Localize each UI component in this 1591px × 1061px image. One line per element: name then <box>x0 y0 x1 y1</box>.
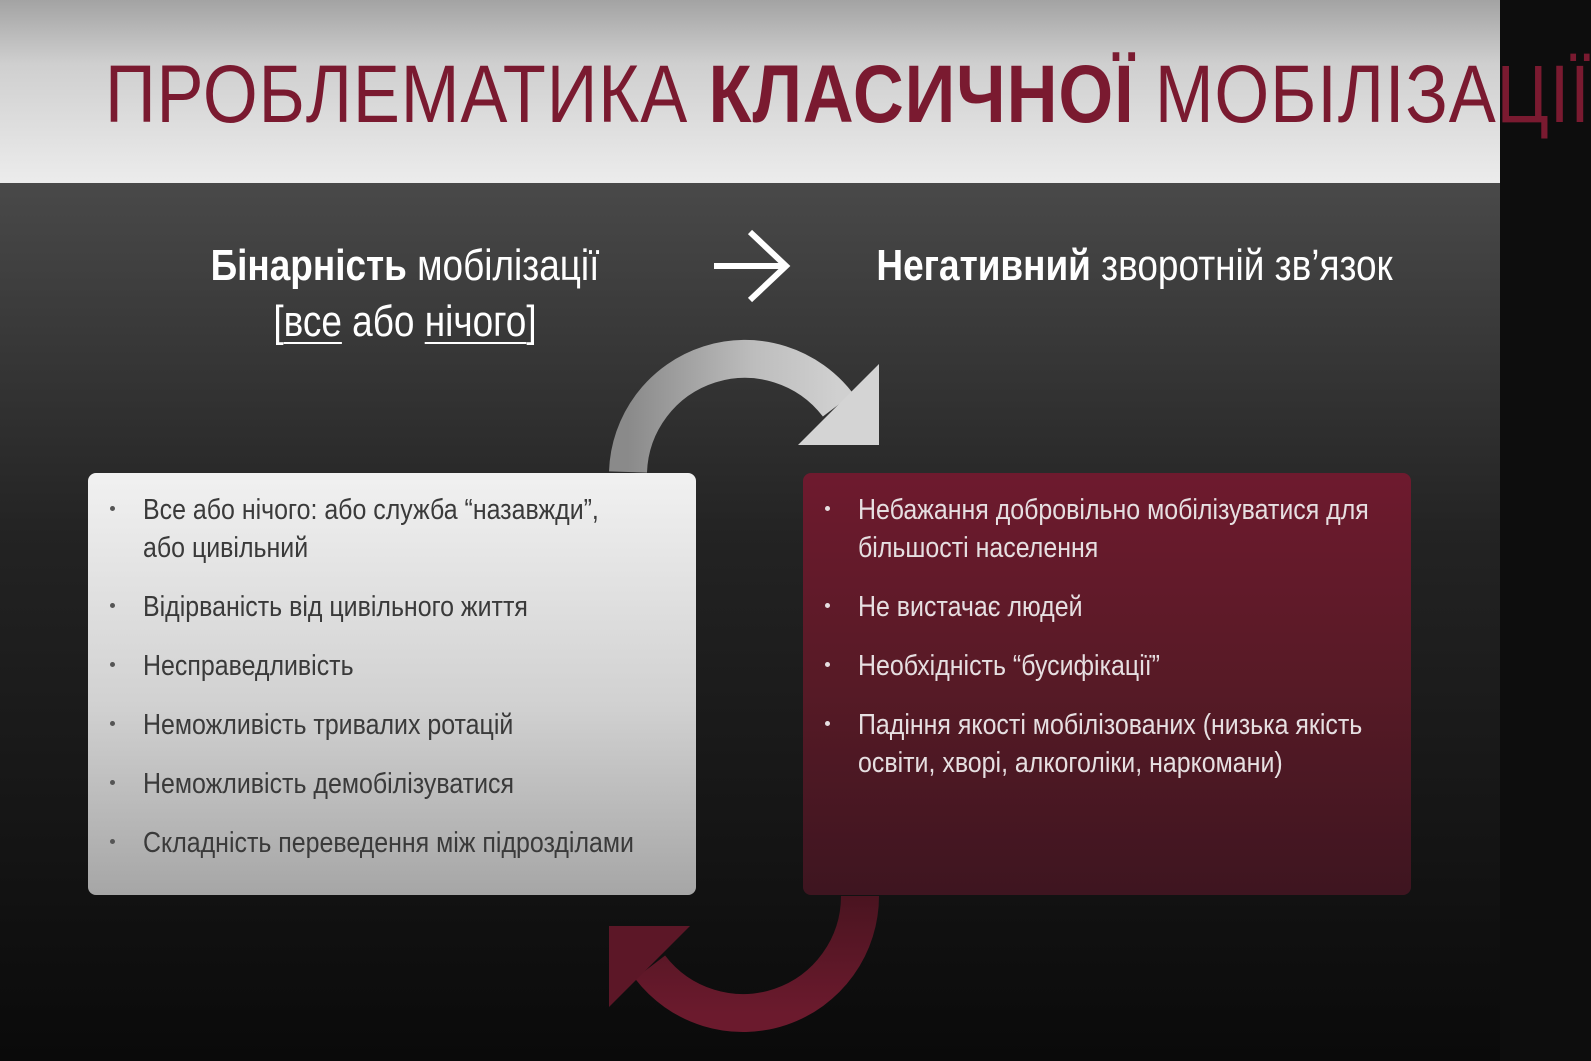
binarity-heading-line-2 <box>191 294 619 350</box>
problems-list <box>110 491 676 862</box>
title-part-2-bold: КЛАСИЧНОЇ <box>708 49 1135 140</box>
negative-feedback-heading <box>876 238 1393 294</box>
bracket-open: [ <box>273 297 284 346</box>
list-item-text: Неможливість демобілізуватися <box>143 768 514 800</box>
list-item <box>825 491 1391 567</box>
bullet-icon <box>110 721 115 726</box>
binarity-heading-rest: мобілізації <box>406 241 600 290</box>
bullet-icon <box>110 662 115 667</box>
word-nothing: нічого <box>424 297 527 346</box>
consequences-box <box>803 473 1411 895</box>
cycle-arrow-bottom-icon <box>609 896 860 1013</box>
bullet-icon <box>825 662 830 667</box>
list-item <box>110 647 676 685</box>
list-item <box>110 706 676 744</box>
list-item-text: Необхідність “бусифікації” <box>858 650 1160 682</box>
list-item-line-1: Все або нічого: або служба “назавжди”, <box>143 494 599 526</box>
list-item-line-2: або цивільний <box>143 532 309 564</box>
bullet-icon <box>110 839 115 844</box>
list-item-text: Відірваність від цивільного життя <box>143 591 528 623</box>
bracket-close: ] <box>526 297 537 346</box>
list-item <box>110 765 676 803</box>
list-item-line-1: Небажання добровільно мобілізуватися для <box>858 494 1369 526</box>
binarity-heading-bold: Бінарність <box>210 241 407 290</box>
consequences-list <box>825 491 1391 782</box>
title-part-1: ПРОБЛЕМАТИКА <box>105 49 709 140</box>
list-item <box>825 647 1391 685</box>
bullet-icon <box>825 721 830 726</box>
bullet-icon <box>110 603 115 608</box>
list-item-text: Несправедливість <box>143 650 354 682</box>
list-item-line-1: Падіння якості мобілізованих (низька якість <box>858 709 1363 741</box>
title-part-3: МОБІЛІЗАЦІЇ <box>1134 49 1591 140</box>
bullet-icon <box>825 506 830 511</box>
list-item-text: Складність переведення між підрозділами <box>143 827 634 859</box>
cycle-arrow-top-icon <box>628 359 879 472</box>
negative-feedback-rest: зворотній зв’язок <box>1090 241 1393 290</box>
word-all: все <box>283 297 342 346</box>
list-item <box>110 588 676 626</box>
bullet-icon <box>825 603 830 608</box>
list-item <box>825 588 1391 626</box>
list-item <box>110 824 676 862</box>
list-item <box>110 491 676 567</box>
binarity-heading-line-1 <box>191 238 619 294</box>
list-item-text: Неможливість тривалих ротацій <box>143 709 514 741</box>
list-item-text: Не вистачає людей <box>858 591 1083 623</box>
arrow-right-icon <box>712 228 792 304</box>
negative-feedback-bold: Негативний <box>876 241 1091 290</box>
bullet-icon <box>110 506 115 511</box>
bullet-icon <box>110 780 115 785</box>
list-item <box>825 706 1391 782</box>
list-item-line-2: більшості населення <box>858 532 1099 564</box>
binarity-heading <box>191 238 619 350</box>
word-or: або <box>341 297 425 346</box>
problems-box <box>88 473 696 895</box>
list-item-line-2: освіти, хворі, алкоголіки, наркомани) <box>858 747 1283 779</box>
